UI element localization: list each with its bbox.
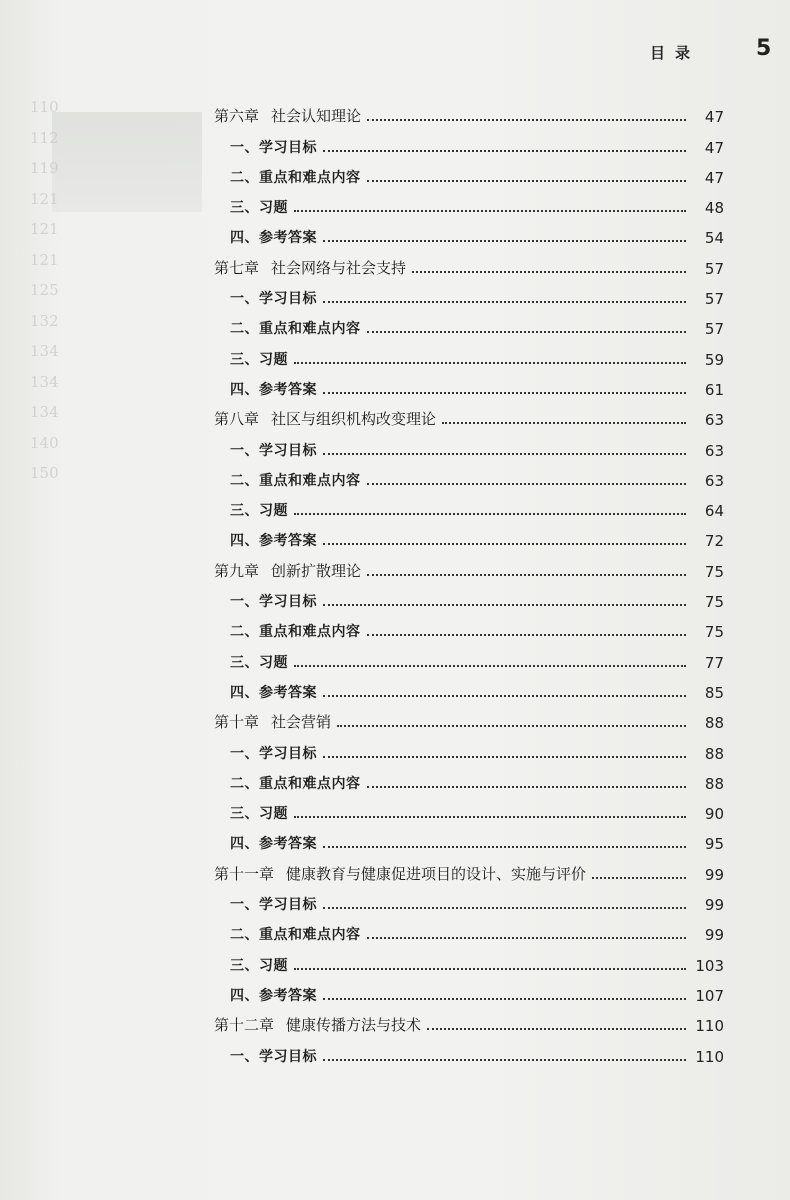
- chapter-title: 社区与组织机构改变理论: [271, 410, 437, 429]
- section-title: 一、学习目标: [230, 291, 317, 308]
- toc-section-entry[interactable]: [214, 914, 724, 944]
- dot-leader: [323, 392, 686, 394]
- toc-section-entry[interactable]: [214, 672, 724, 702]
- toc-chapter-label: [214, 863, 588, 884]
- section-title: 一、学习目标: [230, 594, 317, 611]
- dot-leader: [323, 998, 686, 1000]
- toc-page-number: 75: [704, 623, 724, 642]
- dot-leader: [323, 846, 686, 848]
- section-title: 三、习题: [230, 806, 288, 823]
- table-of-contents: [214, 96, 724, 1066]
- toc-page-number: 88: [704, 774, 724, 793]
- toc-section-entry[interactable]: [214, 581, 724, 611]
- dot-leader: [323, 453, 686, 455]
- chapter-title: 创新扩散理论: [271, 561, 362, 580]
- dot-leader: [412, 271, 686, 273]
- section-title: 一、学习目标: [230, 1048, 317, 1065]
- section-title: 一、学习目标: [230, 897, 317, 914]
- toc-section-entry[interactable]: [214, 429, 724, 459]
- toc-chapter-entry[interactable]: [214, 702, 724, 732]
- bleed-through-number: 134: [30, 403, 59, 421]
- section-title: 四、参考答案: [230, 230, 317, 247]
- section-title: 二、重点和难点内容: [230, 775, 361, 792]
- toc-page-number: 90: [704, 805, 724, 824]
- chapter-title: 社会营销: [271, 713, 332, 732]
- toc-section-entry[interactable]: [214, 944, 724, 974]
- toc-chapter-entry[interactable]: [214, 247, 724, 277]
- toc-page-number: 57: [704, 320, 724, 339]
- dot-leader: [323, 240, 686, 242]
- section-title: 一、学习目标: [230, 745, 317, 762]
- dot-leader: [323, 604, 686, 606]
- chapter-number: 第十二章: [214, 1016, 275, 1035]
- toc-chapter-label: [214, 711, 333, 732]
- toc-section-entry[interactable]: [214, 975, 724, 1005]
- toc-page-number: 95: [704, 835, 724, 854]
- dot-leader: [323, 907, 686, 909]
- toc-section-entry[interactable]: [214, 187, 724, 217]
- bleed-through-number: 134: [30, 342, 59, 360]
- toc-section-entry[interactable]: [214, 1035, 724, 1065]
- dot-leader: [442, 422, 686, 424]
- toc-section-entry[interactable]: [214, 338, 724, 368]
- section-title: 四、参考答案: [230, 684, 317, 701]
- section-title: 四、参考答案: [230, 987, 317, 1004]
- section-title: 三、习题: [230, 200, 288, 217]
- toc-page-number: 75: [704, 562, 724, 581]
- toc-chapter-label: [214, 105, 363, 126]
- dot-leader: [323, 1059, 686, 1061]
- bleed-through-number: 125: [30, 281, 59, 299]
- toc-page-number: 110: [695, 1017, 724, 1036]
- toc-chapter-label: [214, 257, 408, 278]
- dot-leader: [367, 483, 687, 485]
- toc-page-number: 88: [704, 714, 724, 733]
- chapter-number: 第十章: [214, 713, 260, 732]
- dot-leader: [294, 210, 686, 212]
- toc-chapter-entry[interactable]: [214, 1005, 724, 1035]
- bleed-through-number: 121: [30, 220, 59, 238]
- section-title: 四、参考答案: [230, 533, 317, 550]
- section-title: 二、重点和难点内容: [230, 321, 361, 338]
- toc-page-number: 57: [704, 259, 724, 278]
- dot-leader: [367, 786, 687, 788]
- dot-leader: [367, 331, 687, 333]
- dot-leader: [367, 937, 687, 939]
- toc-page-number: 47: [704, 138, 724, 157]
- dot-leader: [367, 634, 687, 636]
- toc-section-entry[interactable]: [214, 460, 724, 490]
- toc-chapter-label: [214, 560, 363, 581]
- dot-leader: [323, 695, 686, 697]
- toc-page-number: 77: [704, 653, 724, 672]
- section-title: 四、参考答案: [230, 381, 317, 398]
- toc-page-number: 99: [704, 865, 724, 884]
- toc-page-number: 57: [704, 290, 724, 309]
- toc-page-number: 63: [704, 471, 724, 490]
- section-title: 三、习题: [230, 654, 288, 671]
- toc-section-entry[interactable]: [214, 884, 724, 914]
- dot-leader: [367, 180, 687, 182]
- bleed-through-number: 119: [30, 159, 59, 177]
- section-title: 三、习题: [230, 351, 288, 368]
- chapter-title: 社会网络与社会支持: [271, 258, 407, 277]
- toc-page-number: 47: [704, 168, 724, 187]
- toc-page-number: 47: [704, 108, 724, 127]
- section-title: 四、参考答案: [230, 836, 317, 853]
- toc-section-entry[interactable]: [214, 793, 724, 823]
- bleed-through-number: 150: [30, 464, 59, 482]
- dot-leader: [367, 574, 686, 576]
- toc-section-entry[interactable]: [214, 490, 724, 520]
- toc-chapter-entry[interactable]: [214, 550, 724, 580]
- dot-leader: [323, 756, 686, 758]
- toc-page-number: 103: [695, 956, 724, 975]
- chapter-number: 第九章: [214, 561, 260, 580]
- toc-page-number: 64: [704, 502, 724, 521]
- bleed-through-number: 121: [30, 250, 59, 269]
- page-header: [0, 36, 790, 66]
- dot-leader: [367, 119, 686, 121]
- toc-page-number: 99: [704, 896, 724, 915]
- bleed-through-number: 121: [30, 189, 59, 208]
- toc-section-entry[interactable]: [214, 732, 724, 762]
- toc-page-number: 61: [704, 380, 724, 399]
- section-title: 二、重点和难点内容: [230, 927, 361, 944]
- toc-section-entry[interactable]: [214, 157, 724, 187]
- toc-section-entry[interactable]: [214, 611, 724, 641]
- dot-leader: [323, 301, 686, 303]
- page-number: 5: [756, 36, 772, 61]
- dot-leader: [294, 665, 686, 667]
- toc-page-number: 75: [704, 593, 724, 612]
- toc-page-number: 59: [704, 350, 724, 369]
- toc-section-entry[interactable]: [214, 278, 724, 308]
- section-title: 一、学习目标: [230, 442, 317, 459]
- dot-leader: [323, 150, 686, 152]
- section-title: 二、重点和难点内容: [230, 472, 361, 489]
- toc-section-entry[interactable]: [214, 763, 724, 793]
- dot-leader: [294, 816, 686, 818]
- toc-section-entry[interactable]: [214, 520, 724, 550]
- toc-page-number: 88: [704, 744, 724, 763]
- toc-page-number: 63: [704, 411, 724, 430]
- chapter-title: 健康教育与健康促进项目的设计、实施与评价: [286, 864, 587, 883]
- toc-section-entry[interactable]: [214, 641, 724, 671]
- toc-page-number: 99: [704, 926, 724, 945]
- dot-leader: [427, 1028, 686, 1030]
- toc-page-number: 48: [704, 199, 724, 218]
- toc-section-entry[interactable]: [214, 369, 724, 399]
- toc-section-entry[interactable]: [214, 823, 724, 853]
- toc-chapter-entry[interactable]: [214, 399, 724, 429]
- bleed-through-number: 134: [30, 372, 59, 391]
- toc-section-entry[interactable]: [214, 217, 724, 247]
- section-title: 一、学习目标: [230, 139, 317, 156]
- toc-page-number: 54: [704, 229, 724, 248]
- bleed-through-image: [52, 112, 202, 212]
- dot-leader: [294, 362, 686, 364]
- section-title: 三、习题: [230, 503, 288, 520]
- chapter-title: 社会认知理论: [271, 107, 362, 126]
- section-title: 三、习题: [230, 957, 288, 974]
- toc-section-entry[interactable]: [214, 126, 724, 156]
- dot-leader: [294, 968, 686, 970]
- chapter-number: 第六章: [214, 107, 260, 126]
- bleed-through-number: 132: [30, 311, 59, 330]
- toc-chapter-entry[interactable]: [214, 96, 724, 126]
- section-title: 二、重点和难点内容: [230, 624, 361, 641]
- toc-page-number: 72: [704, 532, 724, 551]
- dot-leader: [323, 543, 686, 545]
- dot-leader: [592, 877, 686, 879]
- dot-leader: [294, 513, 686, 515]
- chapter-number: 第七章: [214, 258, 260, 277]
- dot-leader: [337, 725, 686, 727]
- toc-chapter-label: [214, 408, 438, 429]
- chapter-number: 第十一章: [214, 864, 275, 883]
- toc-chapter-entry[interactable]: [214, 853, 724, 883]
- toc-page-number: 110: [695, 1047, 724, 1066]
- header-title: 目录: [650, 44, 701, 62]
- chapter-title: 健康传播方法与技术: [286, 1016, 422, 1035]
- toc-section-entry[interactable]: [214, 308, 724, 338]
- section-title: 二、重点和难点内容: [230, 169, 361, 186]
- bleed-through-number: 112: [30, 128, 59, 147]
- toc-page-number: 85: [704, 683, 724, 702]
- toc-page-number: 107: [695, 986, 724, 1005]
- bleed-through-number: 140: [30, 433, 59, 452]
- chapter-number: 第八章: [214, 410, 260, 429]
- toc-chapter-label: [214, 1014, 423, 1035]
- toc-page-number: 63: [704, 441, 724, 460]
- bleed-through-number: 110: [30, 98, 59, 116]
